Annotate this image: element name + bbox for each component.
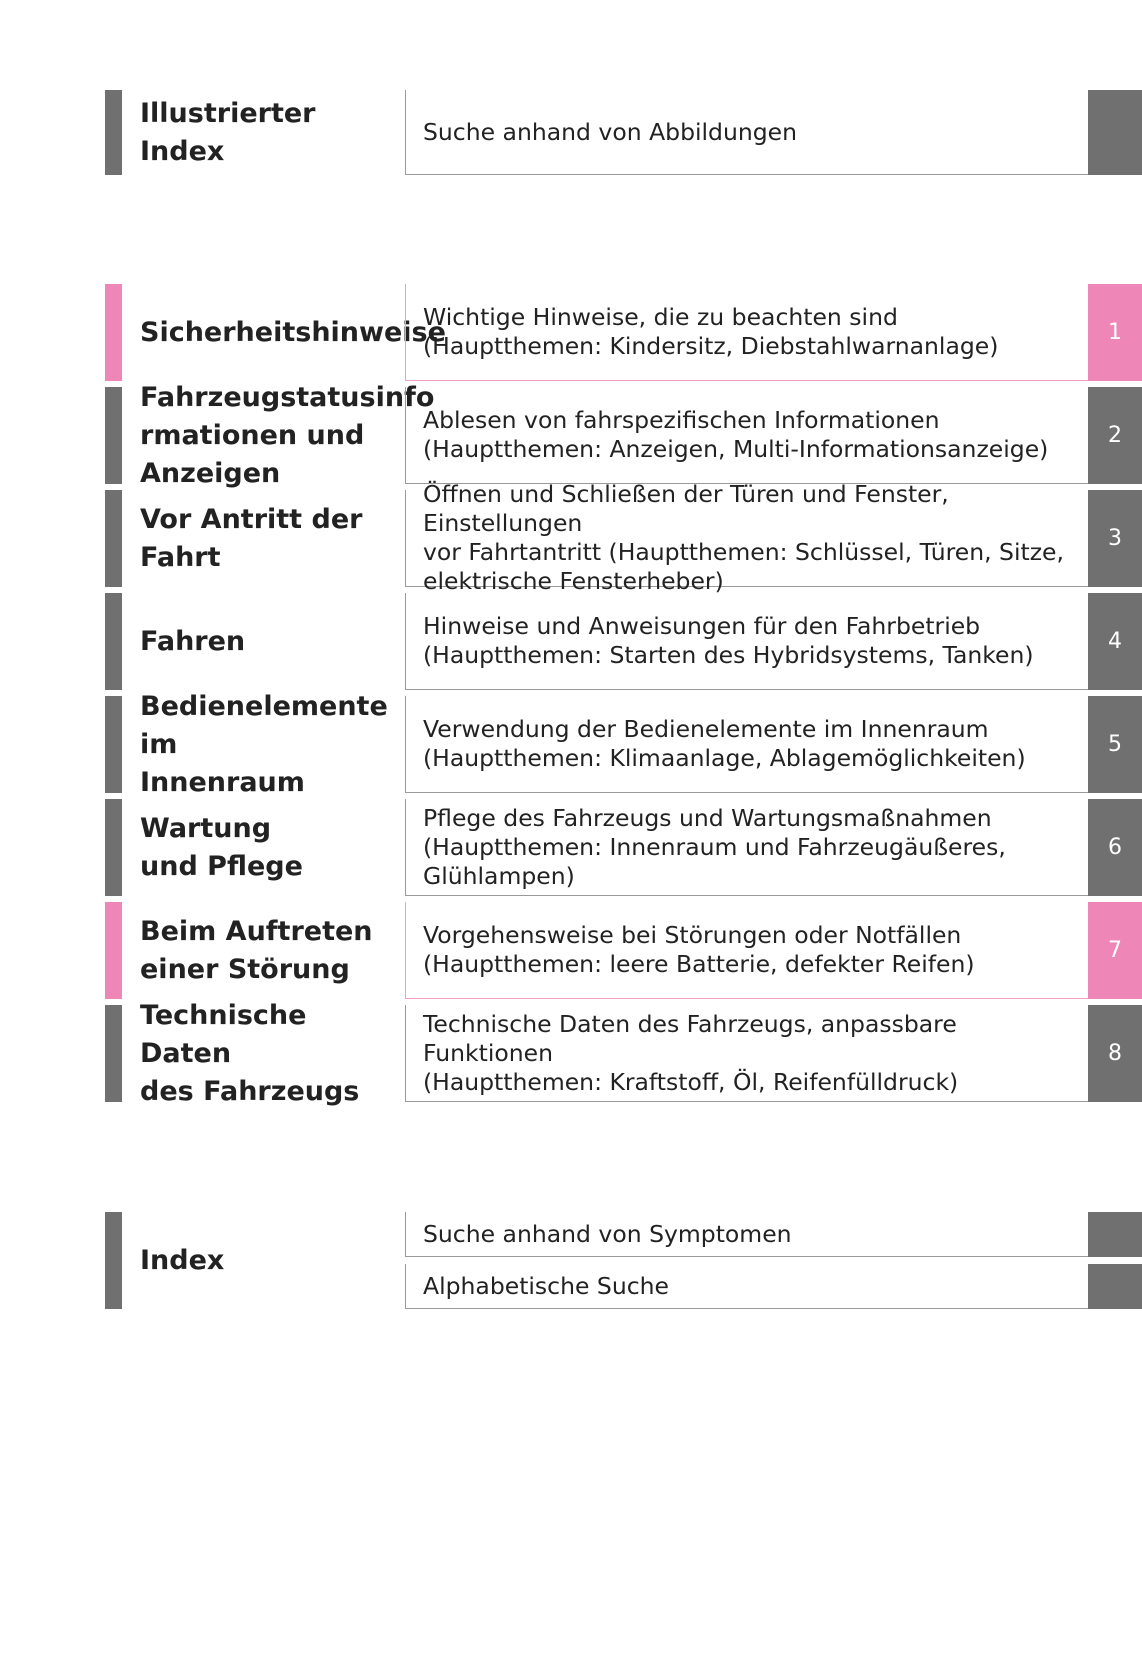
- chapter-entry-5[interactable]: [105, 690, 1142, 798]
- chapter-tab[interactable]: 4: [1088, 593, 1142, 690]
- chapter-title: Bedienelemente im Innenraum: [140, 690, 388, 798]
- chapter-marker: [105, 902, 122, 999]
- chapter-description-box: [405, 696, 1088, 793]
- chapter-description: Verwendung der Bedienelemente im Innenraum (Hauptthemen: Klimaanlage, Ablagemöglichkeiten): [423, 715, 1026, 772]
- chapter-entry-7[interactable]: [105, 902, 1142, 999]
- chapter-description: Technische Daten des Fahrzeugs, anpassbare Funktionen (Hauptthemen: Kraftstoff, Öl, Reifenfülldruck): [423, 1009, 959, 1096]
- chapter-tab[interactable]: 8: [1088, 1005, 1142, 1102]
- chapter-description-box: [405, 593, 1088, 690]
- chapter-title: Sicherheitshinweise: [140, 316, 446, 348]
- chapter-entry-1[interactable]: [105, 284, 1142, 381]
- illustrated-index-tab[interactable]: [1088, 90, 1142, 175]
- index-link-label: Suche anhand von Symptomen: [423, 1219, 792, 1248]
- index-tab-alphabetical[interactable]: [1088, 1264, 1142, 1309]
- chapter-marker: [105, 696, 122, 793]
- chapter-description: Pflege des Fahrzeugs und Wartungsmaßnahmen (Hauptthemen: Innenraum und Fahrzeugäußeres, Glühlampen): [423, 803, 1006, 890]
- index-link-label: Alphabetische Suche: [423, 1271, 670, 1300]
- chapter-description-box: [405, 799, 1088, 896]
- section-marker: [105, 90, 122, 175]
- chapter-tab[interactable]: 7: [1088, 902, 1142, 999]
- index-tab-symptoms[interactable]: [1088, 1212, 1142, 1257]
- chapter-title: Technische Daten des Fahrzeugs: [140, 999, 360, 1107]
- chapter-description: Hinweise und Anweisungen für den Fahrbetrieb (Hauptthemen: Starten des Hybridsystems, Tanken): [423, 612, 1034, 669]
- chapter-tab[interactable]: 1: [1088, 284, 1142, 381]
- chapter-description: Vorgehensweise bei Störungen oder Notfällen (Hauptthemen: leere Batterie, defekter Reifen): [423, 921, 975, 978]
- illustrated-index-description-box: [405, 90, 1088, 175]
- chapter-title: Fahrzeugstatusinfo rmationen und Anzeigen: [140, 381, 435, 489]
- chapter-entry-4[interactable]: [105, 593, 1142, 690]
- chapter-description: Öffnen und Schließen der Türen und Fenster, Einstellungen vor Fahrtantritt (Hauptthemen: Schlüssel, Türen, Sitze, elektrische Fensterheber): [423, 480, 1064, 595]
- chapter-description-box: [405, 480, 1088, 595]
- chapter-entry-3[interactable]: [105, 480, 1142, 595]
- chapter-title: Vor Antritt der Fahrt: [140, 503, 363, 573]
- chapter-description-box: [405, 1005, 1088, 1102]
- chapter-description: Wichtige Hinweise, die zu beachten sind (Hauptthemen: Kindersitz, Diebstahlwarnanlage): [423, 303, 999, 360]
- chapter-tab[interactable]: 6: [1088, 799, 1142, 896]
- index-entry: [105, 1212, 1142, 1309]
- chapter-tab[interactable]: 5: [1088, 696, 1142, 793]
- chapter-title: Wartung und Pflege: [140, 812, 303, 882]
- index-link-alphabetical[interactable]: [405, 1264, 1088, 1309]
- illustrated-index-entry[interactable]: [105, 90, 1142, 175]
- chapter-entry-6[interactable]: [105, 799, 1142, 896]
- chapter-entry-8[interactable]: [105, 999, 1142, 1107]
- chapter-tab[interactable]: 2: [1088, 387, 1142, 484]
- chapter-marker: [105, 387, 122, 484]
- chapter-entry-2[interactable]: [105, 381, 1142, 489]
- chapter-title: Beim Auftreten einer Störung: [140, 915, 373, 985]
- index-link-symptoms[interactable]: [405, 1212, 1088, 1257]
- chapter-description-box: [405, 387, 1088, 484]
- chapter-marker: [105, 1005, 122, 1102]
- chapter-marker: [105, 284, 122, 381]
- chapter-description-box: [405, 902, 1088, 999]
- index-marker: [105, 1212, 122, 1309]
- chapter-marker: [105, 490, 122, 587]
- chapter-tab[interactable]: 3: [1088, 490, 1142, 587]
- chapter-title: Fahren: [140, 625, 246, 657]
- illustrated-index-title: Illustrierter Index: [140, 97, 316, 167]
- chapter-description: Ablesen von fahrspezifischen Informationen (Hauptthemen: Anzeigen, Multi-Informationsanzeige): [423, 406, 1049, 463]
- index-title: Index: [140, 1244, 225, 1276]
- illustrated-index-description: Suche anhand von Abbildungen: [423, 117, 798, 146]
- chapter-marker: [105, 593, 122, 690]
- chapter-marker: [105, 799, 122, 896]
- chapter-description-box: [405, 284, 1088, 381]
